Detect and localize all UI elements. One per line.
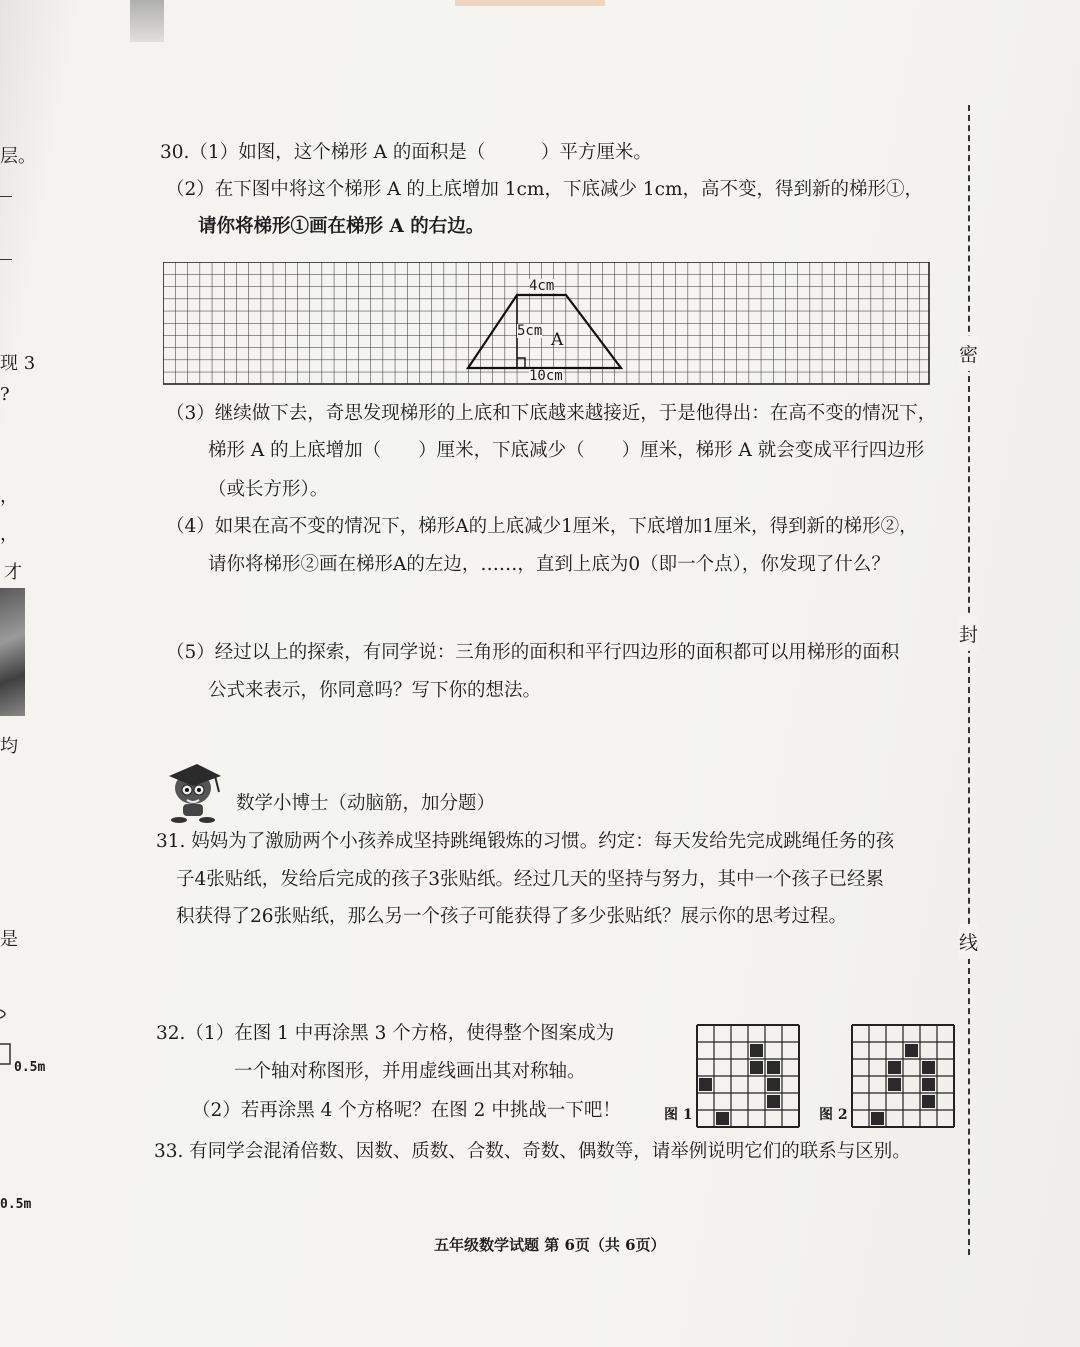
shaded-cell [767,1078,780,1091]
shaded-cell [888,1078,901,1091]
shaded-cell [750,1044,763,1057]
q30-part1: 30.（1）如图，这个梯形 A 的面积是（ ）平方厘米。 [160,142,652,163]
edge-fragment: ? [0,384,10,405]
scan-tab-mark [455,0,605,6]
q30-part4-line2: 请你将梯形②画在梯形A的左边，……，直到上底为0（即一个点），你发现了什么？ [208,554,890,575]
shaded-cell [716,1112,729,1125]
q31-line2: 子4张贴纸，发给后完成的孩子3张贴纸。经过几天的坚持与努力，其中一个孩子已经累 [176,869,885,890]
q30-grid-figure [163,262,931,390]
shaded-cell [905,1044,918,1057]
bonus-section-title: 数学小博士（动脑筋，加分题） [236,793,496,814]
edge-fragment: 现 3 [0,353,36,374]
scan-smudge [130,0,164,42]
q30-part3-line3: （或长方形）。 [208,479,329,500]
shaded-cell [767,1061,780,1074]
shaded-cell [922,1095,935,1108]
shaded-cell [750,1061,763,1074]
edge-fragment: 是 [0,929,18,950]
edge-fragment: ， [0,524,18,545]
edge-fragment: ， [0,486,18,507]
q32-line2: 一个轴对称图形，并用虚线画出其对称轴。 [234,1061,586,1082]
math-doctor-mascot-icon [163,762,225,824]
edge-rule [0,259,12,260]
edge-rule [0,196,12,197]
q30-part4-line1: （4）如果在高不变的情况下，梯形A的上底减少1厘米，下底增加1厘米，得到新的梯形②， [166,516,918,537]
edge-photo-fragment [0,588,25,716]
trapezoid-bottom-base-label: 10cm [529,368,563,384]
q32-line1: 32.（1）在图 1 中再涂黑 3 个方格，使得整个图案成为 [156,1023,615,1044]
figure2-label: 图 2 [819,1107,848,1123]
edge-fragment: 才 [4,562,22,583]
q30-part2-line2: 请你将梯形①画在梯形 A 的右边。 [198,216,485,237]
page-footer: 五年级数学试题 第 6页（共 6页） [434,1236,666,1254]
shaded-cell [922,1078,935,1091]
binding-char-mi: 密 [959,336,978,371]
q31-line1: 31. 妈妈为了激励两个小孩养成坚持跳绳锻炼的习惯。约定：每天发给先完成跳绳任务的孩 [156,831,895,852]
binding-char-xian: 线 [959,924,978,959]
q33-line1: 33. 有同学会混淆倍数、因数、质数、合数、奇数、偶数等，请举例说明它们的联系与区别。 [154,1141,911,1162]
shaded-cell [888,1061,901,1074]
edge-shape-fragment [0,1008,16,1068]
q30-part2-line1: （2）在下图中将这个梯形 A 的上底增加 1cm，下底减少 1cm，高不变，得到新的梯形①， [166,179,924,200]
q30-part5-line1: （5）经过以上的探索，有同学说：三角形的面积和平行四边形的面积都可以用梯形的面积 [166,642,900,663]
q30-part5-line2: 公式来表示，你同意吗？写下你的想法。 [208,680,542,701]
q31-line3: 积获得了26张贴纸，那么另一个孩子可能获得了多少张贴纸？展示你的思考过程。 [176,906,848,927]
figure1-grid [696,1024,800,1128]
edge-fragment: 0.5m [14,1060,46,1075]
q30-part3-line2: 梯形 A 的上底增加（ ）厘米，下底减少（ ）厘米，梯形 A 就会变成平行四边形 [208,440,925,461]
q30-part3-line1: （3）继续做下去，奇思发现梯形的上底和下底越来越接近，于是他得出：在高不变的情况下， [166,403,937,424]
shaded-cell [871,1112,884,1125]
binding-dashed-line [968,105,970,1255]
figure1-label: 图 1 [664,1107,693,1123]
trapezoid-name-label: A [551,330,564,350]
shaded-cell [922,1061,935,1074]
trapezoid-top-base-label: 4cm [529,278,555,294]
edge-fragment: 均 [0,736,18,757]
figure2-grid [851,1024,955,1128]
edge-fragment: 0.5m [0,1197,32,1212]
trapezoid-height-label: 5cm [517,323,543,339]
shaded-cell [767,1095,780,1108]
shaded-cell [699,1078,712,1091]
binding-char-feng: 封 [959,616,978,651]
edge-fragment: 层。 [0,146,36,167]
q32-line3: （2）若再涂黑 4 个方格呢？在图 2 中挑战一下吧！ [192,1100,621,1121]
